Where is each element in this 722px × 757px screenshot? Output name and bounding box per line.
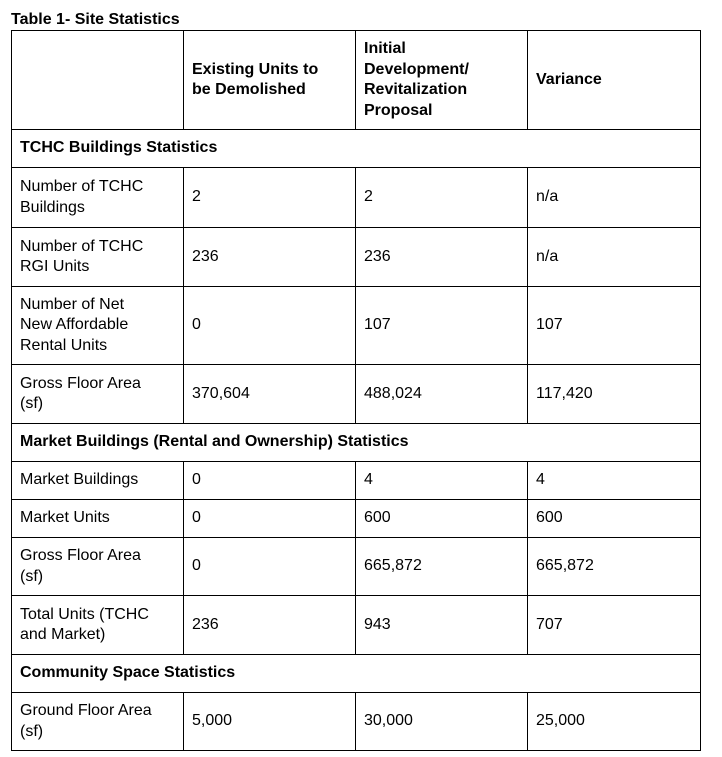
cell-proposal: 488,024 xyxy=(356,365,528,424)
cell-existing: 2 xyxy=(184,168,356,228)
row-label xyxy=(12,228,184,287)
cell-variance: 107 xyxy=(528,287,701,365)
row-label xyxy=(12,365,184,424)
table-row xyxy=(12,538,701,596)
row-label xyxy=(12,462,184,500)
header-line: Existing Units to xyxy=(192,60,319,78)
row-label-line: Total Units (TCHC xyxy=(20,605,149,623)
cell-existing: 0 xyxy=(184,462,356,500)
table-row xyxy=(12,693,701,751)
header-blank xyxy=(12,31,184,130)
header-existing-units xyxy=(184,31,356,130)
header-line: Proposal xyxy=(364,101,433,119)
row-label-line: Ground Floor Area xyxy=(20,702,152,719)
cell-proposal: 107 xyxy=(356,287,528,365)
row-label-line: Market Units xyxy=(20,509,110,527)
header-row xyxy=(12,31,701,130)
cell-proposal: 236 xyxy=(356,228,528,287)
table-row xyxy=(12,596,701,655)
row-label-line: (sf) xyxy=(20,567,44,585)
row-label-line: RGI Units xyxy=(20,258,90,275)
row-label-line: Gross Floor Area xyxy=(20,374,141,392)
cell-variance: 665,872 xyxy=(528,538,701,596)
cell-variance: 600 xyxy=(528,500,701,538)
header-line: Revitalization xyxy=(364,81,468,98)
header-line: be Demolished xyxy=(192,81,306,98)
table-row xyxy=(12,462,701,500)
cell-variance: 707 xyxy=(528,596,701,655)
row-label-line: Number of TCHC xyxy=(20,237,144,255)
header-initial-proposal xyxy=(356,31,528,130)
cell-variance: n/a xyxy=(528,228,701,287)
cell-existing: 0 xyxy=(184,287,356,365)
cell-existing: 5,000 xyxy=(184,693,356,751)
cell-proposal: 943 xyxy=(356,596,528,655)
table-caption: Table 1- Site Statistics xyxy=(11,11,180,28)
section-row xyxy=(12,424,701,462)
cell-existing: 0 xyxy=(184,500,356,538)
section-row xyxy=(12,130,701,168)
row-label-line: Gross Floor Area xyxy=(20,547,141,564)
cell-existing: 370,604 xyxy=(184,365,356,424)
row-label-line: Number of Net xyxy=(20,295,125,313)
header-line: Initial xyxy=(364,40,406,57)
cell-proposal: 4 xyxy=(356,462,528,500)
row-label-line: Number of TCHC xyxy=(20,178,144,195)
row-label-line: Buildings xyxy=(20,198,85,216)
cell-proposal: 600 xyxy=(356,500,528,538)
cell-proposal: 30,000 xyxy=(356,693,528,751)
cell-proposal: 665,872 xyxy=(356,538,528,596)
row-label xyxy=(12,500,184,538)
table-row xyxy=(12,287,701,365)
cell-variance: 4 xyxy=(528,462,701,500)
row-label xyxy=(12,596,184,655)
row-label-line: (sf) xyxy=(20,722,44,740)
table-row xyxy=(12,168,701,228)
row-label-line: New Affordable xyxy=(20,316,129,334)
section-title: Market Buildings (Rental and Ownership) Statistics xyxy=(12,424,701,462)
row-label-line: (sf) xyxy=(20,395,44,412)
row-label xyxy=(12,287,184,365)
table-row xyxy=(12,228,701,287)
row-label xyxy=(12,168,184,228)
header-line: Development/ xyxy=(364,60,469,78)
cell-variance: n/a xyxy=(528,168,701,228)
header-variance: Variance xyxy=(528,31,701,130)
row-label-line: Rental Units xyxy=(20,336,108,354)
cell-existing: 236 xyxy=(184,596,356,655)
section-title: TCHC Buildings Statistics xyxy=(12,130,701,168)
site-statistics-table xyxy=(11,30,701,751)
cell-existing: 0 xyxy=(184,538,356,596)
section-row xyxy=(12,655,701,693)
cell-existing: 236 xyxy=(184,228,356,287)
table-row xyxy=(12,365,701,424)
row-label-line: and Market) xyxy=(20,626,106,643)
cell-variance: 117,420 xyxy=(528,365,701,424)
table-row xyxy=(12,500,701,538)
cell-variance: 25,000 xyxy=(528,693,701,751)
row-label xyxy=(12,693,184,751)
section-title: Community Space Statistics xyxy=(12,655,701,693)
row-label xyxy=(12,538,184,596)
cell-proposal: 2 xyxy=(356,168,528,228)
row-label-line: Market Buildings xyxy=(20,471,139,489)
